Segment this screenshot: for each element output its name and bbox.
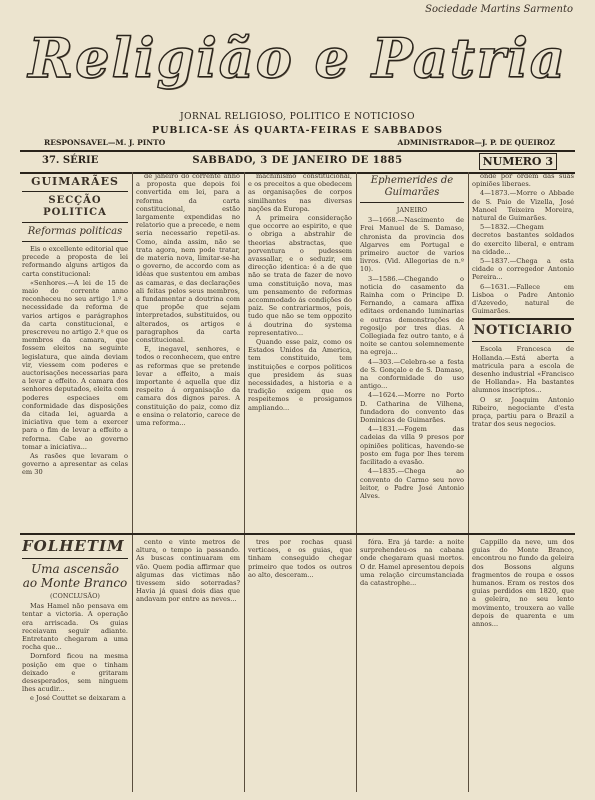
ephemerides-heading: Ephemerides de Guimarães [370,175,454,198]
folhetim-paragraph: Dornford ficou na mesma posição em que o tinham deixado e gritaram desesperados, sem ninguem lhes acudir... [22,652,128,694]
column-rule [132,172,133,792]
article-paragraph: E, inegavel, senhores, e todos o reconhecem, que entre as reformas que se pretende levar a effeito, a mais importante é aquella que diz respeito á organisação da camara dos dignos pares. A constituição do paiz, como diz e ensina o relatorio, carece de uma reforma... [136,345,240,428]
ephemeris-entry: 4—1873.—Morre o Abbade de S. Paio de Vizella, José Manoel Teixeira Moreira, natural de Guimarães. [472,189,574,223]
column-rule [468,172,469,792]
folhetim-paragraph: tres por rochas quasi verticaes, e os guias, que tinham conseguido chegar primeiro que todos os outros ao alto, desceram... [248,538,352,579]
masthead-title: Religião e Patria [28,26,567,90]
section-heading: SECÇÃO POLITICA [43,195,107,218]
divider [22,191,128,192]
column-rule [356,172,357,792]
ephemeris-entry: 4—1624.—Morre no Porto D. Catharina de Vilhena, fundadora do convento das Dominicas de Guimarães. [360,391,464,425]
folhetim-paragraph: Cappillo da neve, um dos guias do Monte Branco, encontrou no fundo da geleira dos Bossons alguns fragmentos de roupa e ossos humanos. Eram os restos dos guias perdidos em 1820, que a geleira, no seu lento movimento, trouxera ao valle depois de quarenta e um annos... [472,538,574,629]
ephemeris-entry: 5—1837.—Chega a esta cidade o corregedor Antonio Pereira... [472,257,574,282]
folhetim-paragraph: Mas Hamel não pensava em tentar a victoria. A operação era arriscada. Os guias receiavam seguir adiante. Entretanto chegaram a uma rocha que... [22,602,128,652]
divider [22,558,128,559]
article-paragraph: As rasões que levaram o governo a apresentar as celas em 30 [22,452,128,477]
folhetim-column-4 [360,538,464,792]
ephemeris-entry: 3—1668.—Nascimento de Frei Manuel de S. Damaso, chronista da provincia dos Algarves em Portugal e primeiro auctor de varios livros. (Vid. Allegorias de n.º 10). [360,216,464,274]
ephemeris-entry: 4—1831.—Fogem das cadeias da villa 9 presos por opiniões politicas, havendo-se posto em fuga por lhes terem facilitado a evasão. [360,425,464,467]
folhetim-column-2 [136,538,240,792]
folhetim-title: Uma ascensão ao Monte Branco [22,562,128,590]
column-ephemerides [360,172,464,572]
folhetim-paragraph: e José Couttet se deixaram a [30,694,126,703]
article-paragraph: machinismo constitucional, e os preceitos a que obedecem as organisações de corpos similhantes nas diversas nações da Europa. [248,172,352,213]
series-label: 37. SÉRIE [42,155,99,166]
folhetim-divider [20,533,575,535]
column-3 [248,172,352,530]
folhetim-column-3 [248,538,352,792]
column-noticiario [472,172,574,572]
ephemeris-entry: 6—1631.—Fallece em Lisboa o Padre Antonio d'Azevedo, natural de Guimarães. [472,282,574,316]
news-item: Escola Francesca de Hollanda.—Está aberta a matricula para a escola de desenho industrial «Francisco de Hollanda». Ha bastantes alumnos inscriptos... [472,345,574,395]
administrator: ADMINISTRADOR—J. P. DE QUEIROZ [397,138,555,147]
place-heading: GUIMARÃES [31,175,119,188]
divider [360,202,464,203]
folhetim-column-1 [22,538,128,792]
divider [472,341,574,342]
article-paragraph: Eis o excellente editorial que precede a proposta de lei reformando alguns artigos da carta constitucional: [22,245,128,278]
article-paragraph: de janeiro do corrente anno a proposta que depois foi convertida em lei, para a reforma da carta constitucional, estão largamente expendidas no relatorio que a precede, e nem seria necessario repetil-as. Como, ainda assim, não se trata agora, nem pode tratar, de materia nova, limitar-se-ha o governo, de accordo com as idéas que sustentou em ambas as camaras, e das declarações ali feitas pelos seus membros, a fundamentar a doutrina com que propõe que sejam interpretados, substituidos, ou alterados, os artigos e paragraphos da carta constitucional. [136,172,240,345]
masthead-subtitle: JORNAL RELIGIOSO, POLITICO E NOTICIOSO [180,112,415,122]
library-stamp: Sociedade Martins Sarmento [425,4,573,15]
article-heading: Reformas politicas [27,226,123,237]
article-paragraph: Quando esse paiz, como os Estados Unidos da America, tem constituido, tem instituições e corpos politicos que presidem ás suas necessidades, a historia e a tradição exigem que os respeitemos e prosigamos ampliando... [248,338,352,412]
article-paragraph: A primeira consideração que occorre ao espirito, e que o obriga a abstrahir de theorias abstractas, que porventura o pudessem avassallar, e o seduzir, em direcção identica: é a de que não se trata de fazer de novo uma constituição nova, mas um pensamento de reformas accommodado ás condições do paiz. Se contrariarmos, pois, tudo que não se tem oppozito á doutrina do systema representativo... [248,214,352,337]
dateline-bar [20,150,575,174]
responsible-editor: RESPONSAVEL—M. J. PINTO [44,138,166,147]
ephemeris-entry: 4—303.—Celebra-se a festa de S. Gonçalo e de S. Damaso, na conformidade do uso antigo... [360,357,464,391]
month-label: JANEIRO [396,206,428,214]
issue-number: NUMERO 3 [479,153,557,170]
divider [22,241,128,242]
folhetim-paragraph: cento e vinte metros de altura, o tempo ia passando. As buscas continuaram em vão. Quem podia affirmar que algumas das victimas não tivessem sido soterradas? Havia já quasi dois dias que andavam por entre as neves... [136,538,240,604]
folhetim-label: FOLHETIM [22,538,125,555]
ephemeris-entry: onde por ordem das suas opiniões liberaes. [472,172,574,189]
noticiario-heading: NOTICIARIO [473,323,573,339]
publication-schedule: PUBLICA-SE ÁS QUARTA-FEIRAS E SABBADOS [151,125,444,136]
issue-date: SABBADO, 3 DE JANEIRO DE 1885 [192,155,403,166]
news-item: O sr. Joaquim Antonio Ribeiro, negociante d'esta praça, partiu para o Brazil a tratar dos seus negocios. [472,395,574,429]
folhetim-subtitle: (CONCLUSÃO) [50,592,100,600]
folhetim-column-5 [472,538,574,792]
divider [22,222,128,223]
column-rule [244,172,245,792]
column-politica [22,172,128,530]
folhetim-paragraph: fóra. Era já tarde: a noite surprehendeu-os na cabana onde chegaram quasi mortos. O dr. Hamel apresentou depois uma relação circumstanciada da catastrophe... [360,538,464,588]
article-paragraph: «Senhores.—A lei de 15 de maio do corrente anno reconheceu no seu artigo 1.º a necessidade da reforma de varios artigos e parágraphos da carta constitucional, e prescreveu no artigo 2.º que os membros da camara, que fossem eleitos na seguinte legislatura, que ainda deviam vir, viessem com poderes e auctorisações necessarias para a levar a effeito. A camara dos senhores deputados, eleita com poderes especiaes em conformidade das disposições da citada lei, aguarda a iniciativa que tem a exercer para o fim de levar a effeito a reforma. Cabe ao governo tomar a iniciativa... [22,278,128,451]
ephemeris-entry: 5—1832.—Chegam decretos bastantes soldados do exercito liberal, e entram na cidade... [472,223,574,256]
ephemeris-entry: 3—1586.—Chegando o noticia do casamento da Rainha com o Principe D. Fernando, a camara affixa editaes ordenando luminarias e outras demonstrações de regosijo por tres dias. A Collegiada fez outro tanto, e á noite se cantou solemnemente na egreja... [360,274,464,357]
divider [472,318,574,320]
ephemeris-entry: 4—1835.—Chega ao convento do Carmo seu novo leitor, o Padre José Antonio Alves. [360,467,464,500]
column-2 [136,172,240,530]
